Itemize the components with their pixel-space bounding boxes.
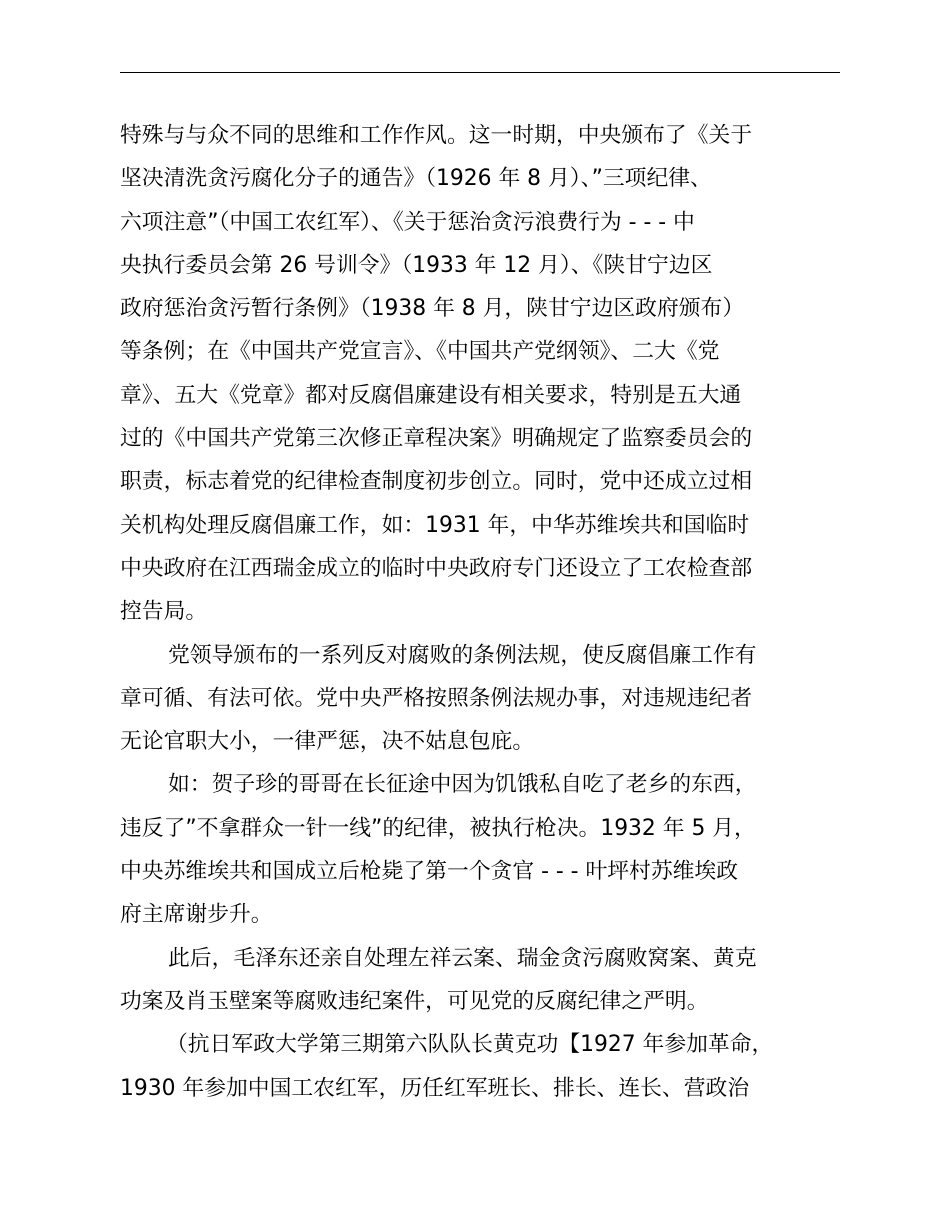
text-line: 坚决清洗贪污腐化分子的通告》（1926 年 8 月）、”三项纪律、 (120, 166, 712, 192)
paragraph-first-line: 党领导颁布的一系列反对腐败的条例法规，使反腐倡廉工作有 (168, 642, 757, 668)
text-line: 中央政府在江西瑞金成立的临时中央政府专门还设立了工农检查部 (120, 555, 753, 581)
text-line: 特殊与与众不同的思维和工作作风。这一时期，中央颁布了《关于 (120, 123, 753, 148)
text-line: 政府惩治贪污暂行条例》（1938 年 8 月，陕甘宁边区政府颁布） (120, 296, 745, 322)
text-line: 等条例；在《中国共产党宣言》、《中国共产党纲领》、二大《党 (120, 339, 720, 365)
text-line: 1930 年参加中国工农红军，历任红军班长、排长、连长、营政治 (120, 1075, 750, 1101)
paragraph-first-line: （抗日军政大学第三期第六队队长黄克功【1927 年参加革命， (166, 1032, 774, 1058)
text-line: 章可循、有法可依。党中央严格按照条例法规办事，对违规违纪者 (120, 685, 753, 711)
paragraph-first-line: 此后，毛泽东还亲自处理左祥云案、瑞金贪污腐败窝案、黄克 (168, 945, 757, 971)
document-body (120, 114, 844, 1110)
text-line: 六项注意”（中国工农红军）、《关于惩治贪污浪费行为 - - - 中 (120, 209, 695, 235)
text-line: 中央苏维埃共和国成立后枪毙了第一个贪官 - - - 叶坪村苏维埃政 (120, 859, 739, 885)
text-line: 央执行委员会第 26 号训令》（1933 年 12 月）、《陕甘宁边区 (120, 252, 713, 278)
paragraph-first-line: 如：贺子珍的哥哥在长征途中因为饥饿私自吃了老乡的东西， (168, 772, 757, 798)
text-line: 无论官职大小，一律严惩，决不姑息包庇。 (120, 729, 535, 755)
text-line: 章》、五大《党章》都对反腐倡廉建设有相关要求，特别是五大通 (120, 382, 742, 408)
header-rule (120, 72, 840, 73)
text-line: 关机构处理反腐倡廉工作，如：1931 年，中华苏维埃共和国临时 (120, 512, 750, 538)
text-line: 过的《中国共产党第三次修正章程决案》明确规定了监察委员会的 (120, 426, 753, 452)
text-line: 职责，标志着党的纪律检查制度初步创立。同时，党中还成立过相 (120, 469, 753, 495)
text-line: 控告局。 (120, 599, 208, 625)
text-line: 违反了”不拿群众一针一线”的纪律，被执行枪决。1932 年 5 月， (120, 815, 756, 841)
text-line: 功案及肖玉壁案等腐败违纪案件，可见党的反腐纪律之严明。 (120, 988, 709, 1014)
text-line: 府主席谢步升。 (120, 902, 273, 928)
